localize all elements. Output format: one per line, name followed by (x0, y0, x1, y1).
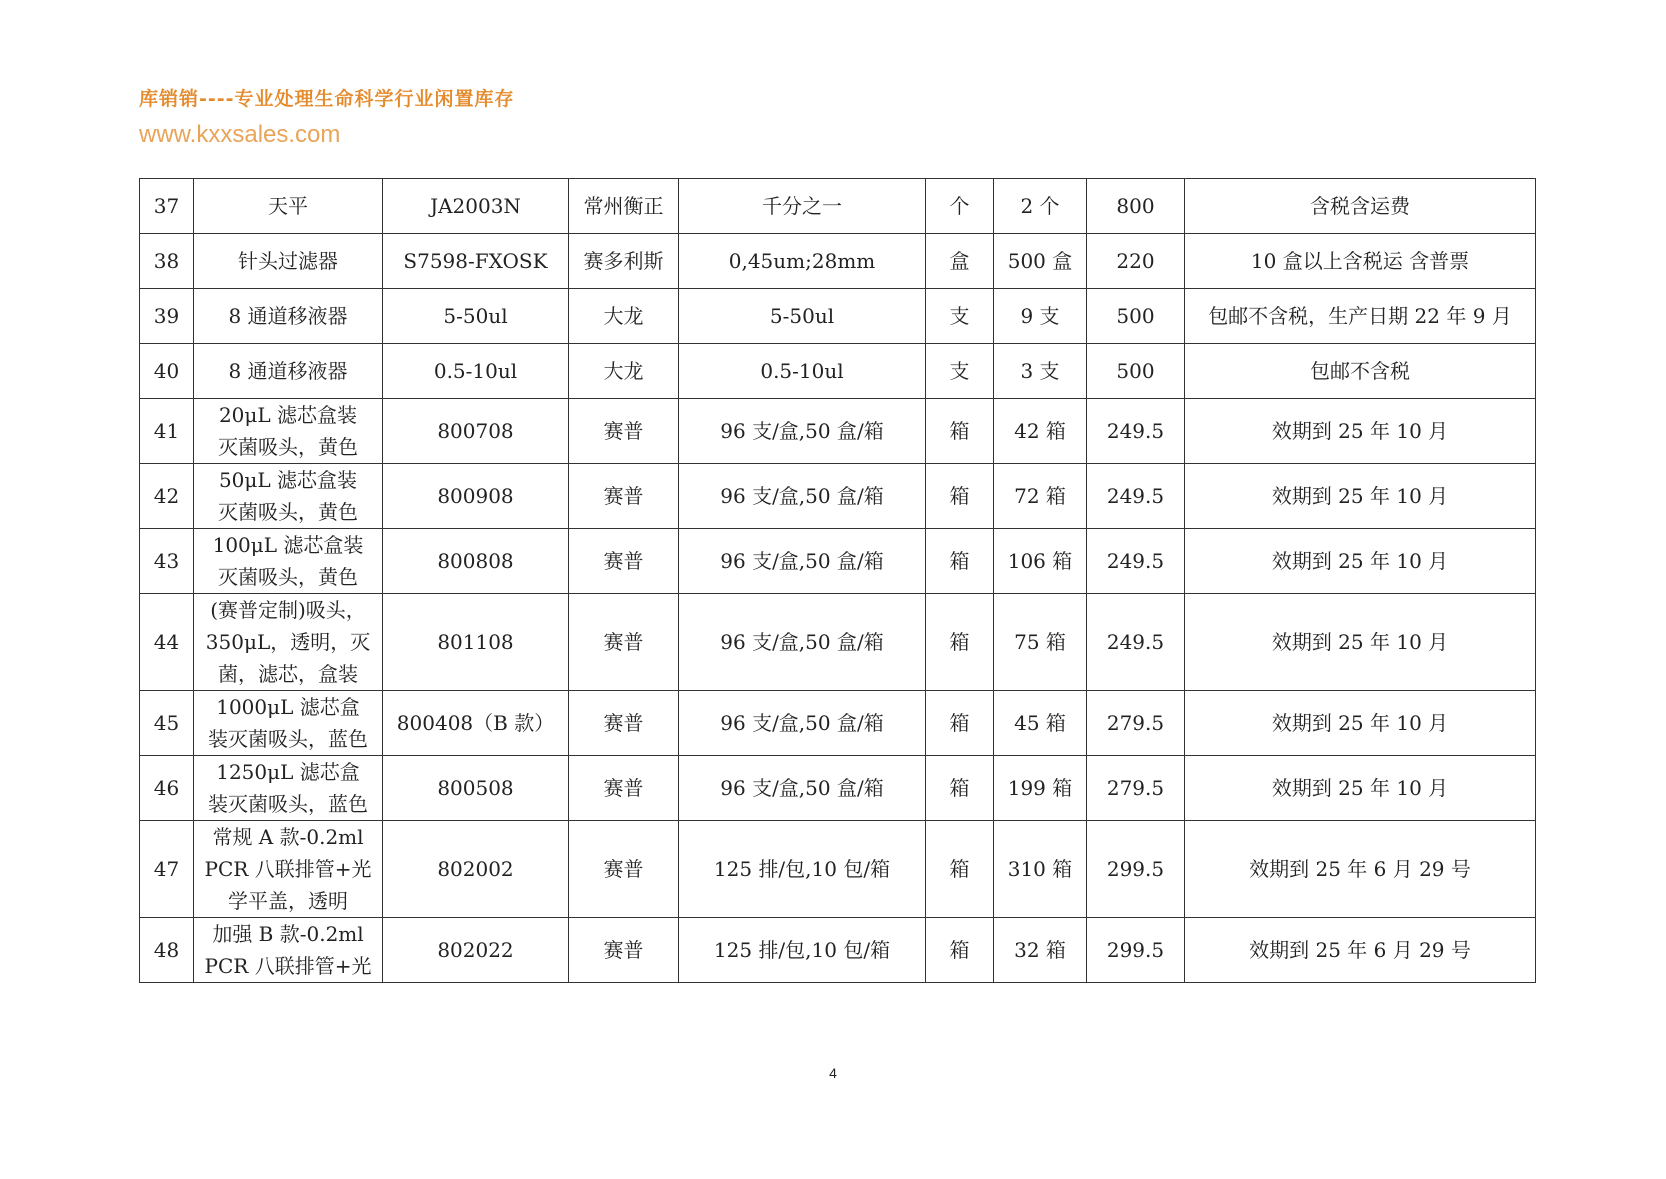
cell-model: 802022 (383, 918, 569, 983)
cell-qty: 75 箱 (994, 594, 1087, 691)
cell-no: 42 (140, 464, 194, 529)
cell-model: 800908 (383, 464, 569, 529)
inventory-table (139, 178, 1536, 983)
cell-unit: 箱 (926, 464, 994, 529)
cell-spec: 96 支/盒,50 盒/箱 (679, 594, 926, 691)
cell-note: 效期到 25 年 10 月 (1185, 691, 1536, 756)
cell-qty: 2 个 (994, 179, 1087, 234)
cell-name: 8 通道移液器 (194, 289, 383, 344)
cell-brand: 赛普 (569, 821, 679, 918)
cell-no: 40 (140, 344, 194, 399)
cell-note: 效期到 25 年 10 月 (1185, 756, 1536, 821)
cell-spec: 96 支/盒,50 盒/箱 (679, 691, 926, 756)
cell-no: 46 (140, 756, 194, 821)
cell-name: 8 通道移液器 (194, 344, 383, 399)
cell-model: 800408（B 款） (383, 691, 569, 756)
cell-spec: 125 排/包,10 包/箱 (679, 918, 926, 983)
page-header (139, 84, 515, 149)
table-row (140, 234, 1536, 289)
table-row (140, 179, 1536, 234)
cell-name: (赛普定制)吸头， 350μL，透明，灭 菌，滤芯，盒装 (194, 594, 383, 691)
cell-unit: 箱 (926, 918, 994, 983)
cell-no: 48 (140, 918, 194, 983)
cell-brand: 赛普 (569, 918, 679, 983)
cell-no: 37 (140, 179, 194, 234)
cell-brand: 常州衡正 (569, 179, 679, 234)
cell-brand: 赛多利斯 (569, 234, 679, 289)
cell-spec: 96 支/盒,50 盒/箱 (679, 399, 926, 464)
cell-price: 220 (1087, 234, 1185, 289)
cell-price: 249.5 (1087, 594, 1185, 691)
cell-price: 249.5 (1087, 529, 1185, 594)
cell-price: 249.5 (1087, 399, 1185, 464)
cell-brand: 大龙 (569, 344, 679, 399)
cell-note: 效期到 25 年 6 月 29 号 (1185, 918, 1536, 983)
table-row (140, 464, 1536, 529)
cell-note: 效期到 25 年 10 月 (1185, 399, 1536, 464)
cell-model: 801108 (383, 594, 569, 691)
cell-brand: 赛普 (569, 464, 679, 529)
cell-spec: 0.5-10ul (679, 344, 926, 399)
cell-unit: 盒 (926, 234, 994, 289)
cell-unit: 箱 (926, 756, 994, 821)
table-row (140, 821, 1536, 918)
cell-unit: 箱 (926, 594, 994, 691)
cell-spec: 96 支/盒,50 盒/箱 (679, 756, 926, 821)
cell-price: 299.5 (1087, 821, 1185, 918)
cell-qty: 32 箱 (994, 918, 1087, 983)
cell-name: 1250μL 滤芯盒 装灭菌吸头，蓝色 (194, 756, 383, 821)
cell-name: 天平 (194, 179, 383, 234)
table-row (140, 529, 1536, 594)
cell-spec: 千分之一 (679, 179, 926, 234)
cell-brand: 大龙 (569, 289, 679, 344)
table-row (140, 594, 1536, 691)
cell-no: 38 (140, 234, 194, 289)
cell-spec: 96 支/盒,50 盒/箱 (679, 464, 926, 529)
cell-model: 5-50ul (383, 289, 569, 344)
cell-price: 279.5 (1087, 756, 1185, 821)
cell-price: 500 (1087, 289, 1185, 344)
cell-no: 47 (140, 821, 194, 918)
cell-name: 50μL 滤芯盒装 灭菌吸头，黄色 (194, 464, 383, 529)
cell-note: 包邮不含税 (1185, 344, 1536, 399)
cell-spec: 5-50ul (679, 289, 926, 344)
cell-qty: 45 箱 (994, 691, 1087, 756)
cell-unit: 支 (926, 344, 994, 399)
cell-price: 299.5 (1087, 918, 1185, 983)
inventory-table-body (140, 179, 1536, 983)
cell-no: 43 (140, 529, 194, 594)
cell-brand: 赛普 (569, 691, 679, 756)
cell-model: 800808 (383, 529, 569, 594)
cell-spec: 0,45um;28mm (679, 234, 926, 289)
cell-note: 效期到 25 年 10 月 (1185, 529, 1536, 594)
cell-model: JA2003N (383, 179, 569, 234)
cell-qty: 9 支 (994, 289, 1087, 344)
cell-name: 加强 B 款-0.2ml PCR 八联排管+光 (194, 918, 383, 983)
cell-price: 500 (1087, 344, 1185, 399)
cell-qty: 310 箱 (994, 821, 1087, 918)
company-slogan: 库销销----专业处理生命科学行业闲置库存 (139, 88, 515, 110)
cell-price: 279.5 (1087, 691, 1185, 756)
cell-unit: 支 (926, 289, 994, 344)
cell-note: 效期到 25 年 6 月 29 号 (1185, 821, 1536, 918)
cell-name: 常规 A 款-0.2ml PCR 八联排管+光 学平盖，透明 (194, 821, 383, 918)
cell-name: 20μL 滤芯盒装 灭菌吸头，黄色 (194, 399, 383, 464)
cell-brand: 赛普 (569, 756, 679, 821)
cell-model: 800708 (383, 399, 569, 464)
cell-brand: 赛普 (569, 399, 679, 464)
cell-unit: 箱 (926, 821, 994, 918)
cell-name: 1000μL 滤芯盒 装灭菌吸头，蓝色 (194, 691, 383, 756)
cell-note: 10 盒以上含税运 含普票 (1185, 234, 1536, 289)
cell-qty: 42 箱 (994, 399, 1087, 464)
cell-qty: 106 箱 (994, 529, 1087, 594)
cell-unit: 个 (926, 179, 994, 234)
cell-qty: 72 箱 (994, 464, 1087, 529)
cell-spec: 96 支/盒,50 盒/箱 (679, 529, 926, 594)
cell-model: 0.5-10ul (383, 344, 569, 399)
cell-model: 802002 (383, 821, 569, 918)
table-row (140, 289, 1536, 344)
table-row (140, 756, 1536, 821)
cell-note: 含税含运费 (1185, 179, 1536, 234)
table-row (140, 344, 1536, 399)
cell-unit: 箱 (926, 399, 994, 464)
cell-note: 效期到 25 年 10 月 (1185, 464, 1536, 529)
cell-qty: 199 箱 (994, 756, 1087, 821)
website-url: www.kxxsales.com (139, 121, 341, 148)
cell-price: 249.5 (1087, 464, 1185, 529)
cell-model: S7598-FXOSK (383, 234, 569, 289)
cell-no: 39 (140, 289, 194, 344)
cell-name: 100μL 滤芯盒装 灭菌吸头，黄色 (194, 529, 383, 594)
cell-no: 45 (140, 691, 194, 756)
cell-no: 41 (140, 399, 194, 464)
cell-note: 效期到 25 年 10 月 (1185, 594, 1536, 691)
cell-brand: 赛普 (569, 594, 679, 691)
cell-qty: 3 支 (994, 344, 1087, 399)
cell-unit: 箱 (926, 529, 994, 594)
cell-model: 800508 (383, 756, 569, 821)
table-row (140, 399, 1536, 464)
cell-name: 针头过滤器 (194, 234, 383, 289)
cell-note: 包邮不含税，生产日期 22 年 9 月 (1185, 289, 1536, 344)
cell-unit: 箱 (926, 691, 994, 756)
cell-spec: 125 排/包,10 包/箱 (679, 821, 926, 918)
cell-qty: 500 盒 (994, 234, 1087, 289)
cell-no: 44 (140, 594, 194, 691)
page-number: 4 (829, 1065, 837, 1081)
table-row (140, 918, 1536, 983)
cell-price: 800 (1087, 179, 1185, 234)
table-row (140, 691, 1536, 756)
cell-brand: 赛普 (569, 529, 679, 594)
